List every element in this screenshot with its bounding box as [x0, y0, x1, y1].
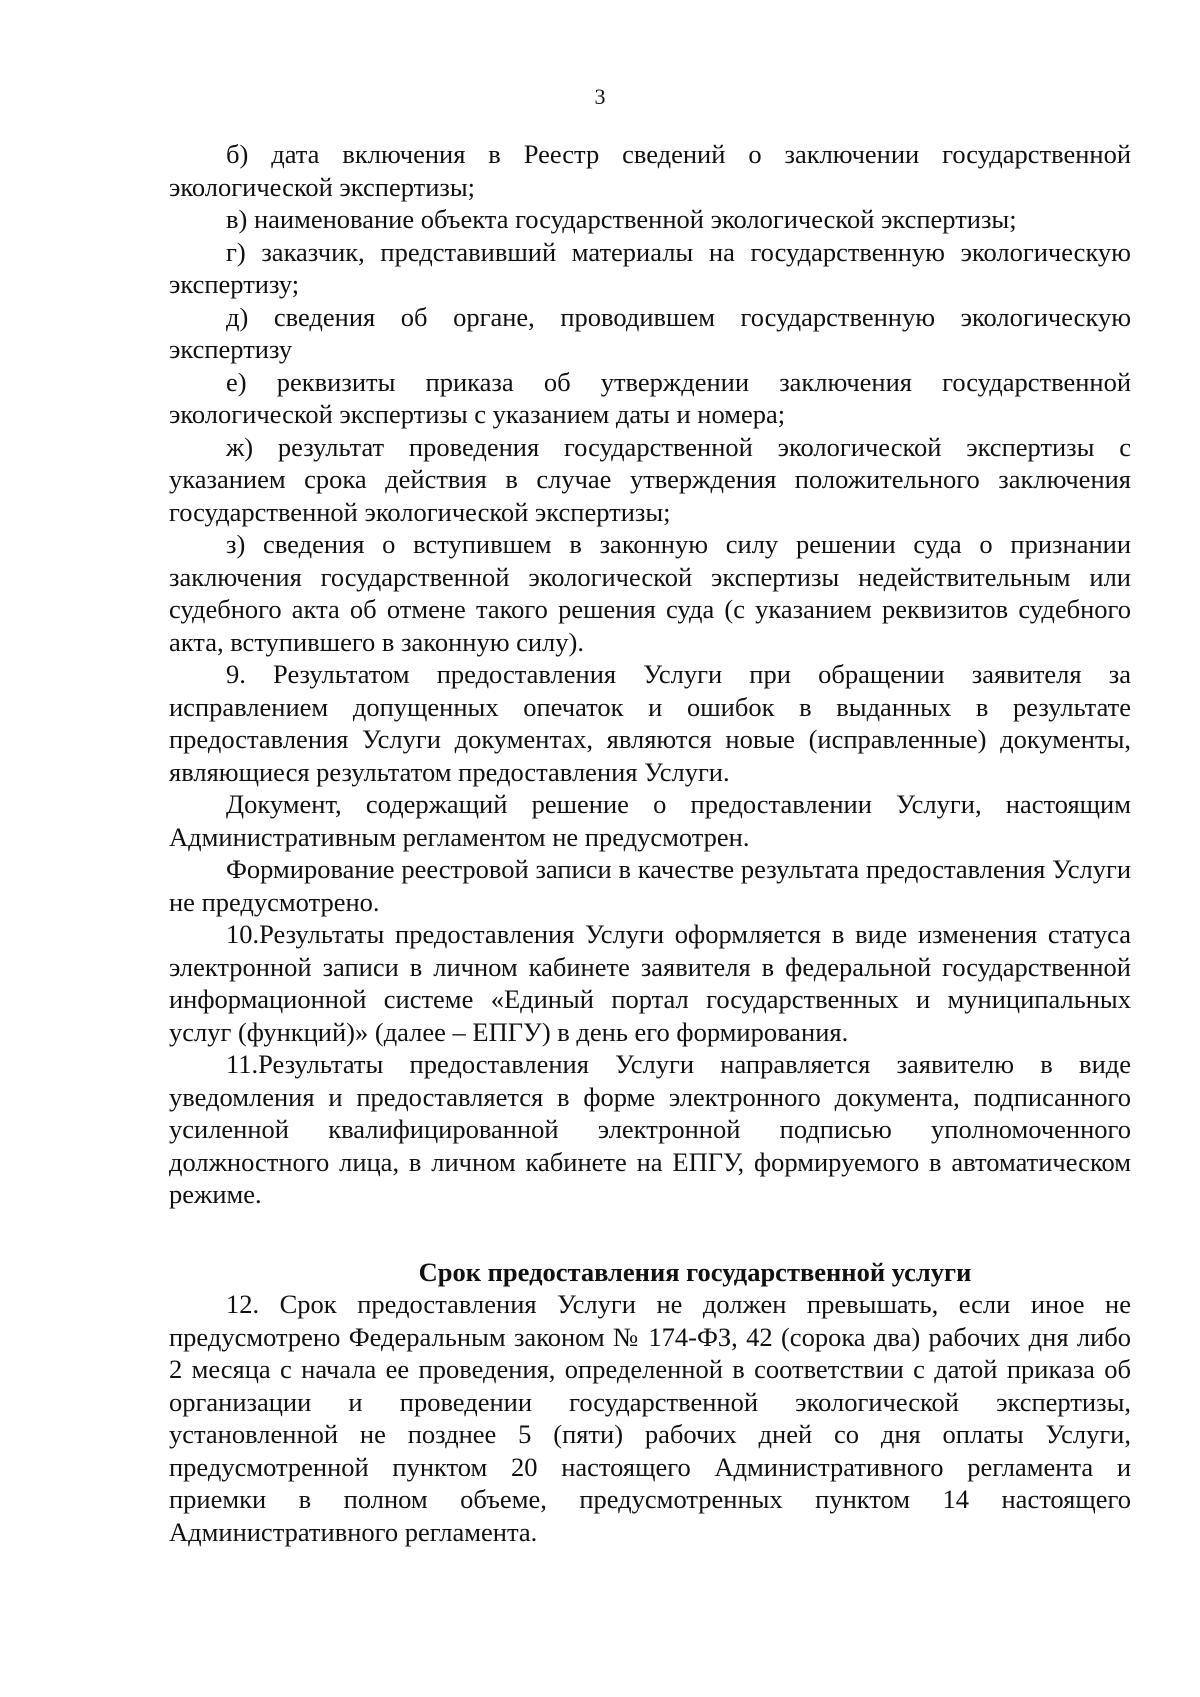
section-heading: Срок предоставления государственной услуги: [418, 1256, 972, 1287]
document-body: [169, 138, 1131, 1548]
paragraph-b: б) дата включения в Реестр сведений о заключении государственной экологической экспертизы;: [169, 139, 1131, 202]
paragraph-11: 11.Результаты предоставления Услуги направляется заявителю в виде уведомления и предоставляется в форме электронного документа, подписанного усиленной квалифицированной электронной подписью уполномоченного должностного лица, в личном кабинете на ЕПГУ, формируемого в автоматическом режиме.: [169, 1049, 1131, 1209]
paragraph-12: 12. Срок предоставления Услуги не должен превышать, если иное не предусмотрено Федеральным законом № 174-ФЗ, 42 (сорока два) рабочих дня либо 2 месяца с начала ее проведения, определенной в соответствии с датой приказа об организации и проведении государственной экологической экспертизы, установленной не позднее 5 (пяти) рабочих дней со дня оплаты Услуги, предусмотренной пунктом 20 настоящего Административного регламента и приемки в полном объеме, предусмотренных пунктом 14 настоящего Административного регламента.: [169, 1289, 1131, 1547]
paragraph-e: е) реквизиты приказа об утверждении заключения государственной экологической экспертизы с указанием даты и номера;: [169, 366, 1131, 429]
paragraph-v: в) наименование объекта государственной экологической экспертизы;: [226, 204, 1017, 234]
paragraph-10: 10.Результаты предоставления Услуги оформляется в виде изменения статуса электронной записи в личном кабинете заявителя в федеральной государственной информационной системе «Единый портал государственных и муниципальных услуг (функций)» (далее – ЕПГУ) в день его формирования.: [169, 919, 1131, 1047]
page-number: 3: [594, 84, 606, 109]
paragraph-g: г) заказчик, представивший материалы на государственную экологическую экспертизу;: [169, 236, 1131, 299]
paragraph-d: д) сведения об органе, проводившем государственную экологическую экспертизу: [169, 301, 1131, 364]
paragraph-9: 9. Результатом предоставления Услуги при обращении заявителя за исправлением допущенных опечаток и ошибок в выданных в результате предоставления Услуги документах, являются новые (исправленные) документы, являющиеся результатом предоставления Услуги.: [169, 659, 1131, 787]
paragraph-zh: ж) результат проведения государственной экологической экспертизы с указанием срока действия в случае утверждения положительного заключения государственной экологической экспертизы;: [169, 431, 1131, 527]
paragraph-document-decision: Документ, содержащий решение о предоставлении Услуги, настоящим Административным регламентом не предусмотрен.: [169, 789, 1131, 852]
paragraph-registry-record: Формирование реестровой записи в качестве результата предоставления Услуги не предусмотрено.: [169, 854, 1131, 917]
paragraph-z: з) сведения о вступившем в законную силу решении суда о признании заключения государственной экологической экспертизы недействительным или судебного акта об отмене такого решения суда (с указанием реквизитов судебного акта, вступившего в законную силу).: [169, 529, 1131, 657]
